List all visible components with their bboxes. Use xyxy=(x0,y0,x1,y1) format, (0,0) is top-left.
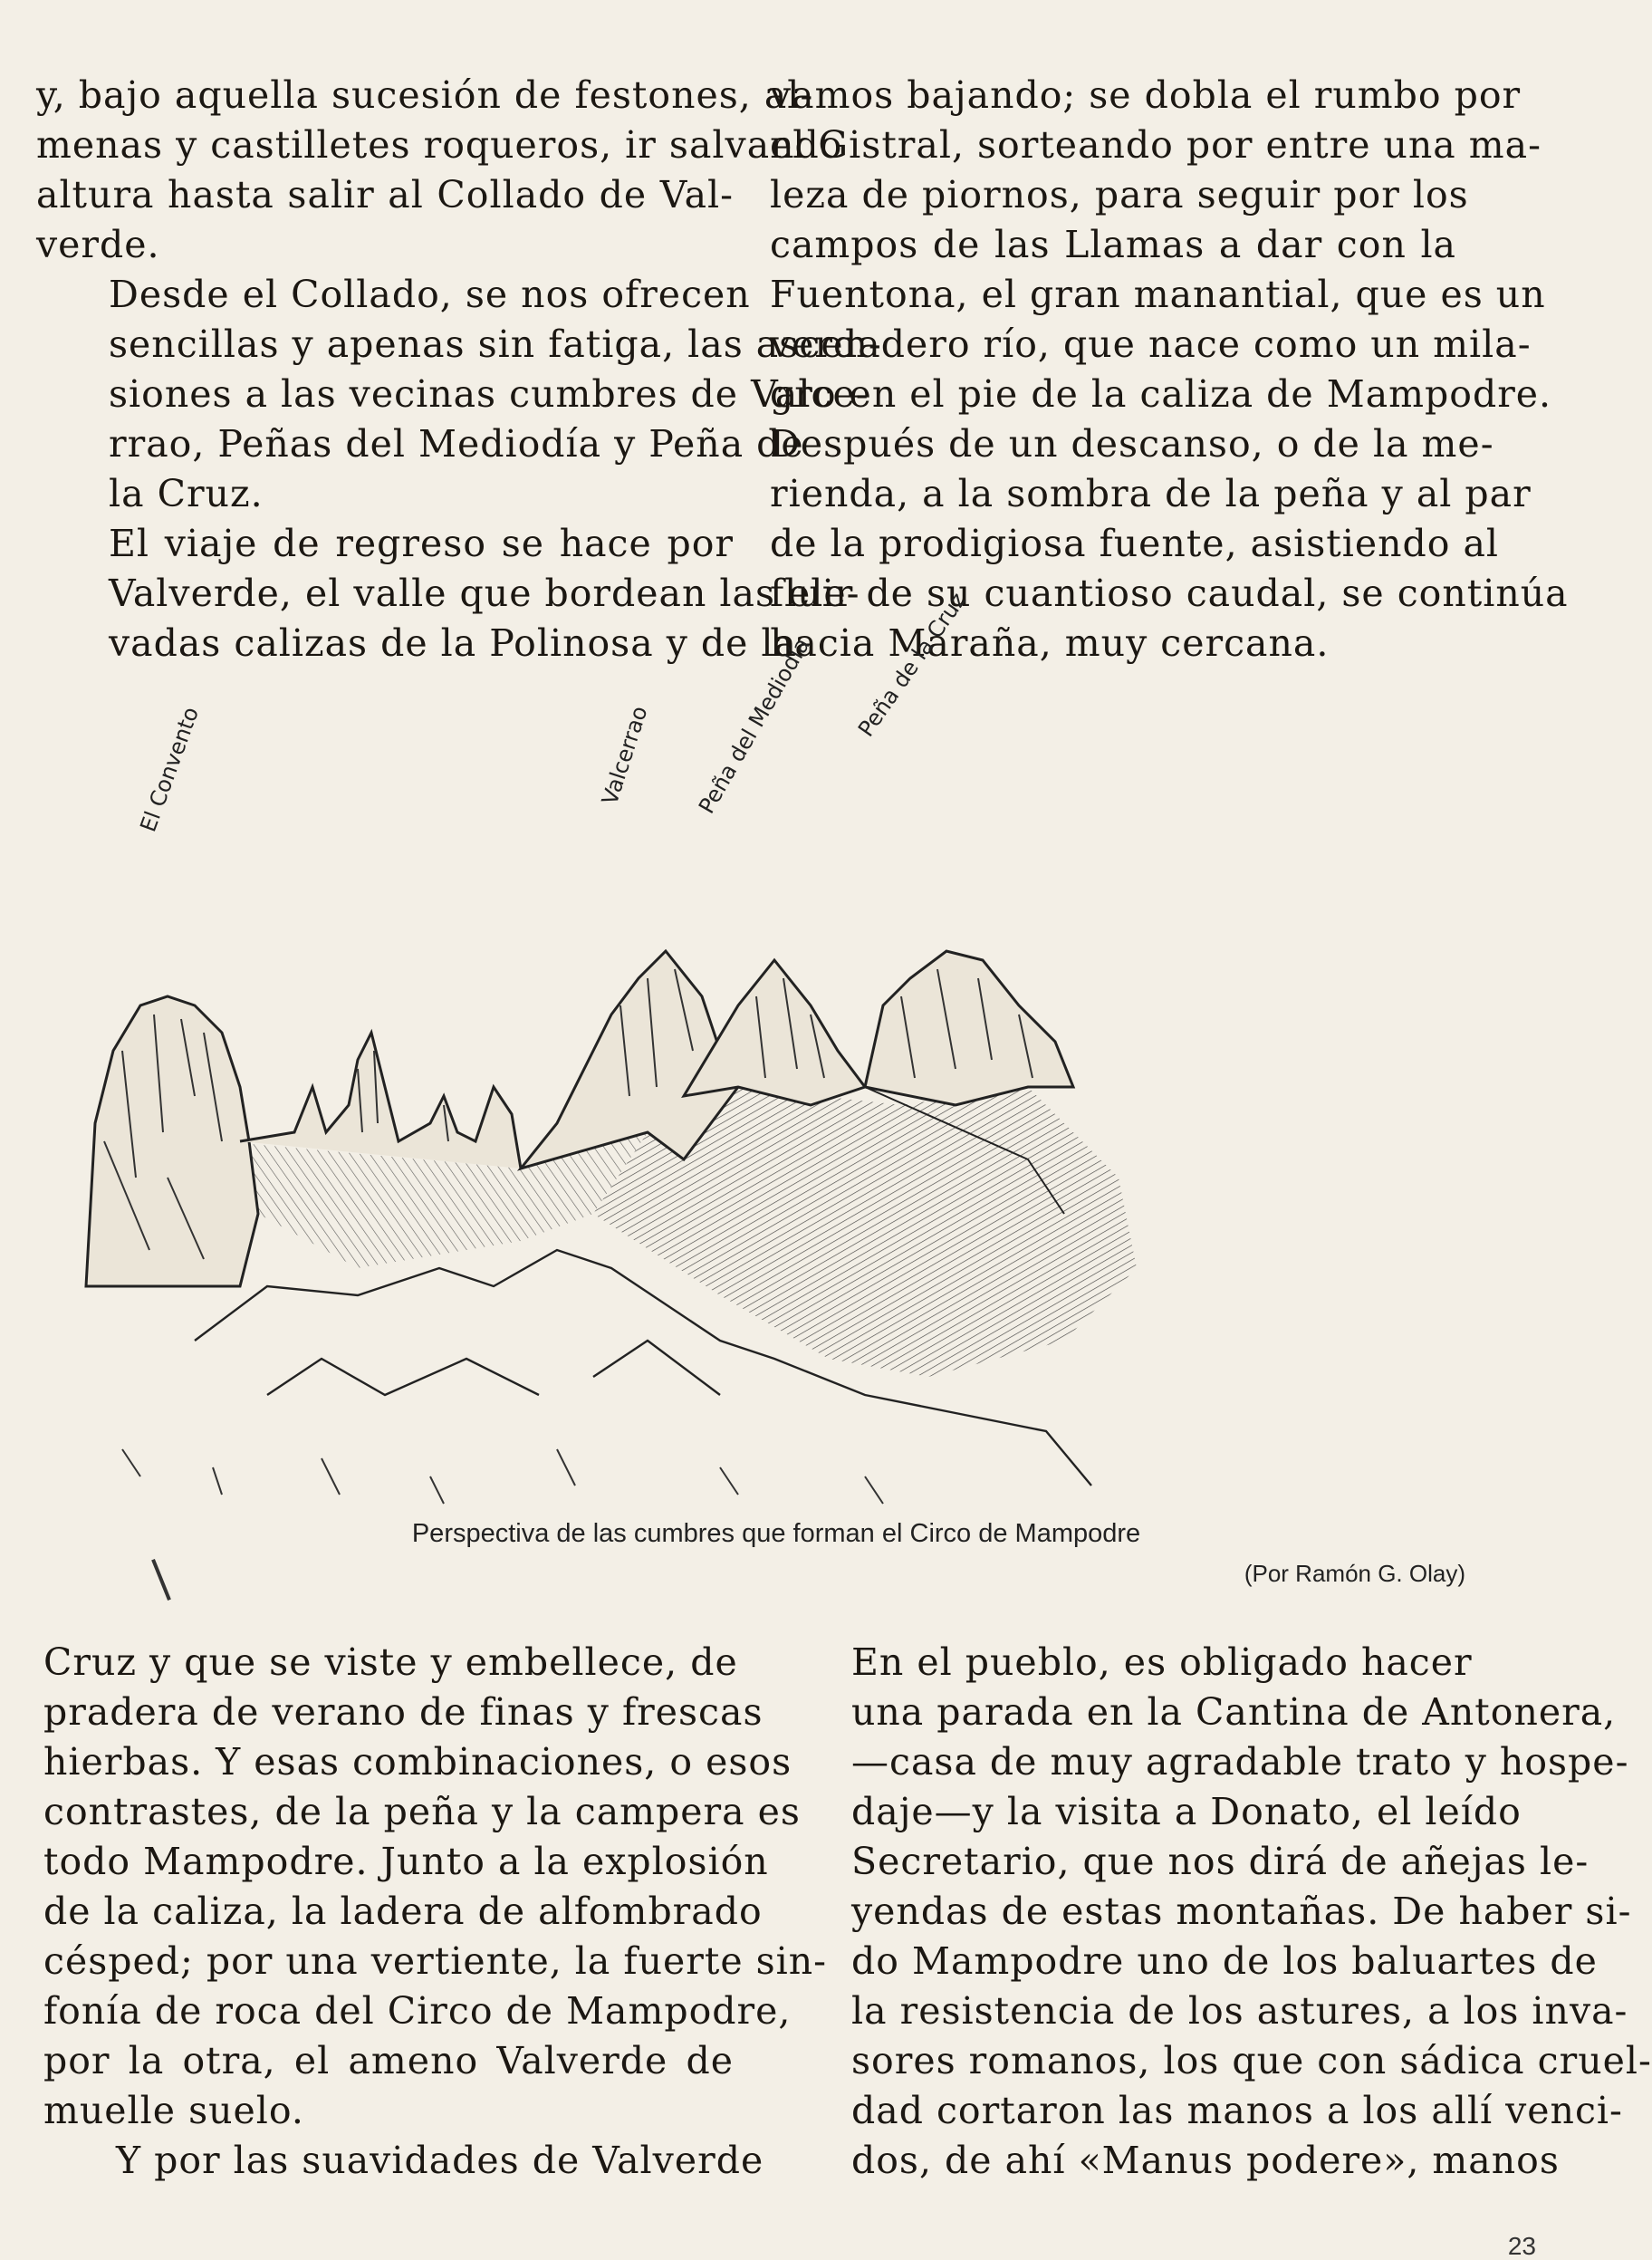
paragraph xyxy=(43,2136,764,2186)
text-line: —casa de muy agradable trato y hospe- xyxy=(851,1740,1629,1784)
page-number: 23 xyxy=(1507,2232,1536,2260)
peak-label-valcerrao: Valcerrao xyxy=(597,703,653,808)
text-line: menas y castilletes roqueros, ir salvando xyxy=(36,123,843,167)
text-line: todo Mampodre. Junto a la explosión xyxy=(43,1840,769,1883)
text-line: Desde el Collado, se nos ofrecen xyxy=(109,273,751,316)
text-line: de la prodigiosa fuente, asistiendo al xyxy=(770,522,1500,565)
text-line: campos de las Llamas a dar con la xyxy=(770,223,1456,266)
text-line: la resistencia de los astures, a los inva- xyxy=(851,1989,1628,2033)
text-line: Y por las suavidades de Valverde xyxy=(116,2139,764,2182)
peak-label-pena-de-la-cruz: Peña de la Cruz xyxy=(852,588,972,742)
paragraph xyxy=(779,1638,1652,2186)
text-line: el Gistral, sorteando por entre una ma- xyxy=(770,123,1542,167)
peak-label-pena-del-mediodia: Peña del Mediodía xyxy=(693,633,815,818)
text-column-bottom-left xyxy=(43,1638,828,2186)
text-line: gro en el pie de la caliza de Mampodre. xyxy=(770,372,1552,416)
text-line: verde. xyxy=(36,223,160,266)
text-line: vamos bajando; se dobla el rumbo por xyxy=(770,73,1522,117)
text-line: hacia Maraña, muy cercana. xyxy=(770,621,1330,665)
text-line: Secretario, que nos dirá de añejas le- xyxy=(851,1840,1590,1883)
text-line: fonía de roca del Circo de Mampodre, xyxy=(43,1989,792,2033)
text-line: y, bajo aquella sucesión de festones, al- xyxy=(36,73,814,117)
peak-label-el-convento: El Convento xyxy=(135,703,205,836)
figure-caption: Perspectiva de las cumbres que forman el Circo de Mampodre xyxy=(411,1519,1141,1548)
text-line: verdadero río, que nace como un mila- xyxy=(770,322,1532,366)
text-line: Cruz y que se viste y embellece, de xyxy=(43,1640,738,1684)
paragraph xyxy=(36,270,882,519)
text-line: daje—y la visita a Donato, el leído xyxy=(851,1790,1522,1833)
paragraph xyxy=(36,519,860,668)
text-line: pradera de verano de finas y frescas xyxy=(43,1690,764,1734)
text-column-top-left xyxy=(36,71,882,668)
text-line: Fuentona, el gran manantial, que es un xyxy=(770,273,1546,316)
text-line: rienda, a la sombra de la peña y al par xyxy=(770,472,1532,515)
text-line: fluir de su cuantioso caudal, se continúa xyxy=(770,572,1569,615)
stray-mark xyxy=(151,1559,171,1601)
text-line: contrastes, de la peña y la campera es xyxy=(43,1790,801,1833)
text-line: de la caliza, la ladera de alfombrado xyxy=(43,1890,763,1933)
text-line: muelle suelo. xyxy=(43,2089,304,2132)
text-line: Valverde, el valle que bordean las ele- xyxy=(109,572,860,615)
text-line: la Cruz. xyxy=(109,472,264,515)
figure-credit: (Por Ramón G. Olay) xyxy=(1244,1560,1465,1587)
paragraph xyxy=(36,71,843,270)
text-line: dad cortaron las manos a los allí venci- xyxy=(851,2089,1623,2132)
text-line: por la otra, el ameno Valverde de xyxy=(43,2039,734,2082)
text-line: una parada en la Cantina de Antonera, xyxy=(851,1690,1617,1734)
text-line: Después de un descanso, o de la me- xyxy=(770,422,1494,466)
text-line: sencillas y apenas sin fatiga, las ascen- xyxy=(109,322,882,366)
text-line: El viaje de regreso se hace por xyxy=(109,522,734,565)
peak-el-convento xyxy=(86,996,258,1286)
text-line: yendas de estas montañas. De haber si- xyxy=(851,1890,1632,1933)
text-line: hierbas. Y esas combinaciones, o esos xyxy=(43,1740,792,1784)
peak-pena-de-la-cruz xyxy=(865,951,1073,1105)
paragraph xyxy=(770,71,1569,668)
text-line: sores romanos, los que con sádica cruel- xyxy=(851,2039,1652,2082)
text-column-top-right xyxy=(770,71,1569,668)
text-line: siones a las vecinas cumbres de Valce- xyxy=(109,372,869,416)
text-line: césped; por una vertiente, la fuerte sin- xyxy=(43,1939,828,1983)
text-line: En el pueblo, es obligado hacer xyxy=(851,1640,1473,1684)
text-line: rrao, Peñas del Mediodía y Peña de xyxy=(109,422,804,466)
text-line: do Mampodre uno de los baluartes de xyxy=(851,1939,1598,1983)
text-column-bottom-right xyxy=(779,1638,1652,2186)
paragraph xyxy=(43,1638,828,2136)
text-line: altura hasta salir al Collado de Val- xyxy=(36,173,734,216)
text-line: vadas calizas de la Polinosa y de la xyxy=(109,621,797,665)
text-line: leza de piornos, para seguir por los xyxy=(770,173,1469,216)
text-line: dos, de ahí «Manus podere», manos xyxy=(851,2139,1560,2182)
